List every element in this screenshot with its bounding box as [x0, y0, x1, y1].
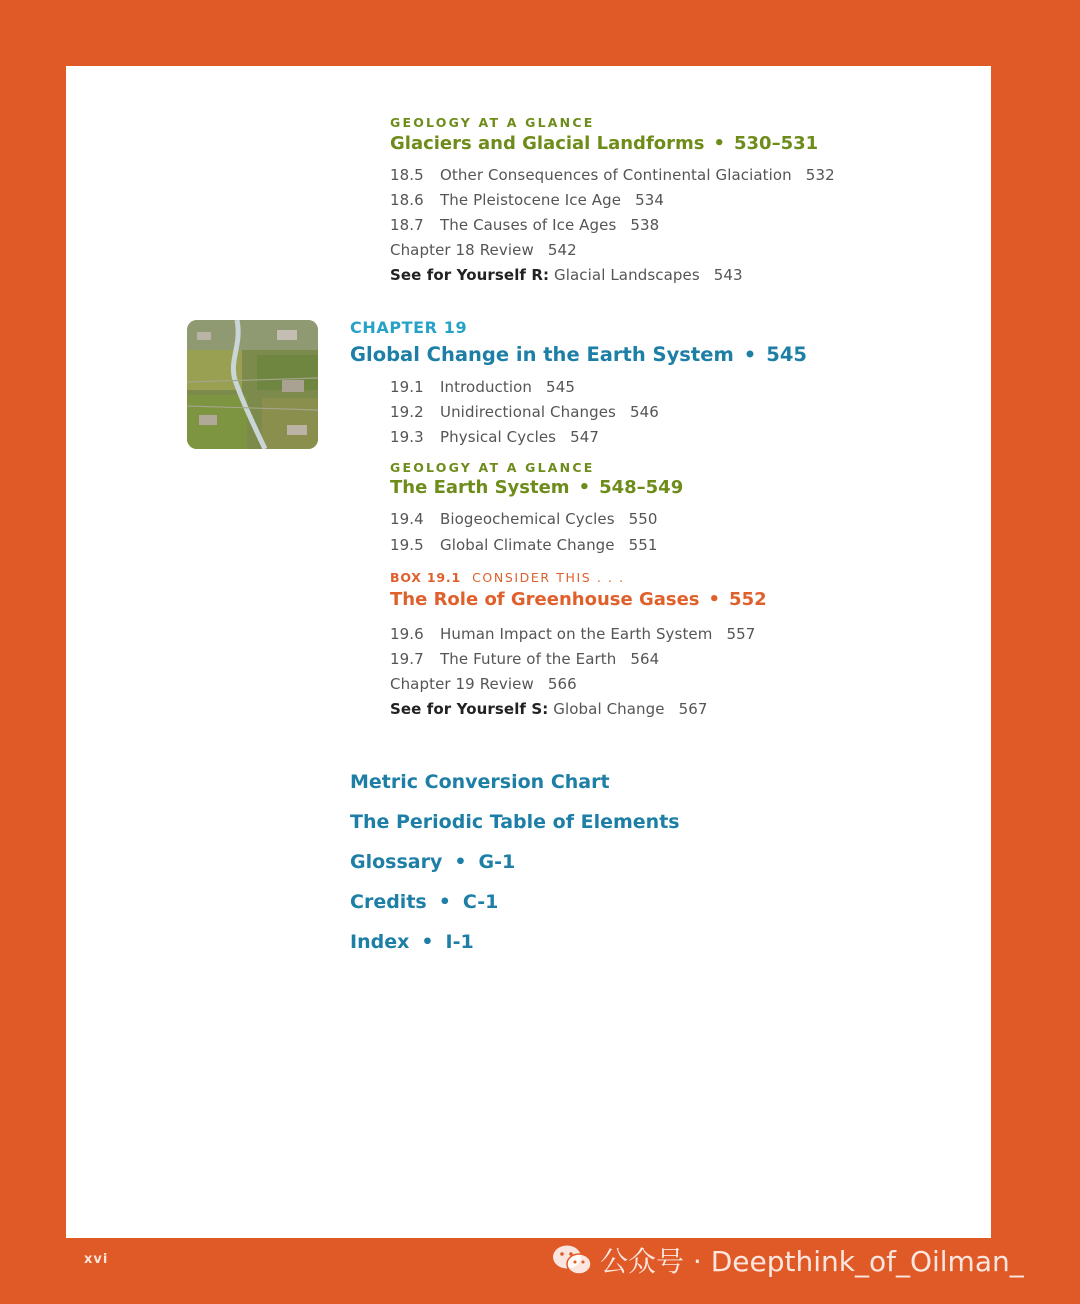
feature-title-text: The Earth System: [390, 477, 570, 498]
backmatter-metric-conversion-chart[interactable]: [350, 771, 610, 793]
backmatter-title: Metric Conversion Chart: [350, 771, 610, 793]
backmatter-title: The Periodic Table of Elements: [350, 811, 680, 833]
page-number: 564: [630, 650, 660, 668]
geology-at-a-glance-kicker: GEOLOGY AT A GLANCE: [390, 115, 595, 130]
section-title: Physical Cycles: [440, 428, 557, 446]
toc-entry-18-6[interactable]: [390, 190, 664, 210]
box-kicker-text: CONSIDER THIS . . .: [472, 570, 625, 585]
feature-title-text: Glaciers and Glacial Landforms: [390, 133, 705, 154]
box-label: BOX 19.1: [390, 570, 461, 585]
section-number: 18.5: [390, 166, 424, 184]
page-number: 546: [629, 403, 659, 421]
page-number: 538: [630, 216, 660, 234]
page-number: 550: [628, 510, 658, 528]
page-number: 543: [713, 266, 743, 284]
feature-pages: 530–531: [734, 133, 819, 154]
toc-entry-chapter-18-review[interactable]: [390, 240, 577, 260]
section-number: 19.1: [390, 378, 424, 396]
review-title: Chapter 18 Review: [390, 241, 534, 259]
see-for-yourself-label: See for Yourself R:: [390, 266, 550, 284]
backmatter-glossary[interactable]: [350, 851, 515, 873]
toc-entry-18-7[interactable]: [390, 215, 659, 235]
section-number: 19.3: [390, 428, 424, 446]
aerial-landscape-image: [187, 320, 318, 449]
page-folio: xvi: [84, 1252, 109, 1267]
toc-entry-19-7[interactable]: [390, 649, 659, 669]
section-number: 18.7: [390, 216, 424, 234]
chapter-title-text: Global Change in the Earth System: [350, 343, 734, 366]
see-for-yourself-title: Glacial Landscapes: [554, 266, 700, 284]
section-title: The Causes of Ice Ages: [440, 216, 617, 234]
backmatter-page: I-1: [445, 931, 474, 953]
toc-entry-19-5[interactable]: [390, 535, 658, 555]
page-number: 532: [805, 166, 835, 184]
feature-title-glaciers[interactable]: [390, 133, 818, 154]
toc-entry-see-for-yourself-s[interactable]: [390, 699, 708, 719]
toc-entry-see-for-yourself-r[interactable]: [390, 265, 743, 285]
page-number: 547: [570, 428, 600, 446]
watermark-text: 公众号 · Deepthink_of_Oilman_: [600, 1245, 1024, 1278]
bullet: •: [578, 477, 591, 498]
toc-entry-19-1[interactable]: [390, 377, 575, 397]
toc-entry-19-6[interactable]: [390, 624, 755, 644]
backmatter-page: G-1: [478, 851, 516, 873]
page-number: 534: [635, 191, 665, 209]
section-title: The Future of the Earth: [440, 650, 617, 668]
page-number: 557: [726, 625, 756, 643]
section-title: Human Impact on the Earth System: [440, 625, 713, 643]
section-title: Introduction: [440, 378, 533, 396]
backmatter-title: Credits: [350, 891, 427, 913]
box-19-1-kicker: [390, 570, 625, 585]
section-title: Global Climate Change: [440, 536, 615, 554]
toc-entry-19-2[interactable]: [390, 402, 659, 422]
bullet: •: [438, 891, 451, 913]
section-title: The Pleistocene Ice Age: [440, 191, 622, 209]
section-number: 18.6: [390, 191, 424, 209]
page-number: 567: [678, 700, 708, 718]
page-number: 542: [547, 241, 577, 259]
see-for-yourself-title: Global Change: [553, 700, 665, 718]
section-title: Biogeochemical Cycles: [440, 510, 615, 528]
box-title-text: The Role of Greenhouse Gases: [390, 589, 700, 610]
feature-pages: 548–549: [599, 477, 684, 498]
backmatter-periodic-table[interactable]: [350, 811, 680, 833]
bullet: •: [713, 133, 725, 154]
chapter-19-aerial-photo: [187, 320, 318, 449]
box-page: 552: [729, 589, 767, 610]
backmatter-page: C-1: [462, 891, 499, 913]
see-for-yourself-label: See for Yourself S:: [390, 700, 549, 718]
section-number: 19.7: [390, 650, 424, 668]
section-number: 19.6: [390, 625, 424, 643]
toc-entry-19-3[interactable]: [390, 427, 599, 447]
feature-title-earth-system[interactable]: [390, 477, 683, 498]
backmatter-credits[interactable]: [350, 891, 498, 913]
page-number: 551: [628, 536, 658, 554]
toc-entry-18-5[interactable]: [390, 165, 835, 185]
bullet: •: [743, 343, 757, 366]
section-number: 19.2: [390, 403, 424, 421]
geology-at-a-glance-kicker: GEOLOGY AT A GLANCE: [390, 460, 595, 475]
toc-page: [66, 66, 991, 1238]
toc-entry-19-4[interactable]: [390, 509, 658, 529]
section-title: Unidirectional Changes: [440, 403, 616, 421]
backmatter-title: Index: [350, 931, 410, 953]
toc-entry-chapter-19-review[interactable]: [390, 674, 577, 694]
chapter-19-title[interactable]: [350, 343, 807, 366]
bullet: •: [708, 589, 721, 610]
page-number: 566: [547, 675, 577, 693]
section-number: 19.5: [390, 536, 424, 554]
bullet: •: [421, 931, 434, 953]
review-title: Chapter 19 Review: [390, 675, 534, 693]
wechat-icon: [552, 1243, 592, 1277]
backmatter-index[interactable]: [350, 931, 474, 953]
section-number: 19.4: [390, 510, 424, 528]
box-19-1-title[interactable]: [390, 589, 767, 610]
backmatter-title: Glossary: [350, 851, 443, 873]
chapter-page: 545: [766, 343, 807, 366]
chapter-19-label: CHAPTER 19: [350, 318, 468, 337]
section-title: Other Consequences of Continental Glaciation: [440, 166, 792, 184]
bullet: •: [454, 851, 467, 873]
watermark: [552, 1240, 1024, 1280]
page-number: 545: [546, 378, 575, 396]
